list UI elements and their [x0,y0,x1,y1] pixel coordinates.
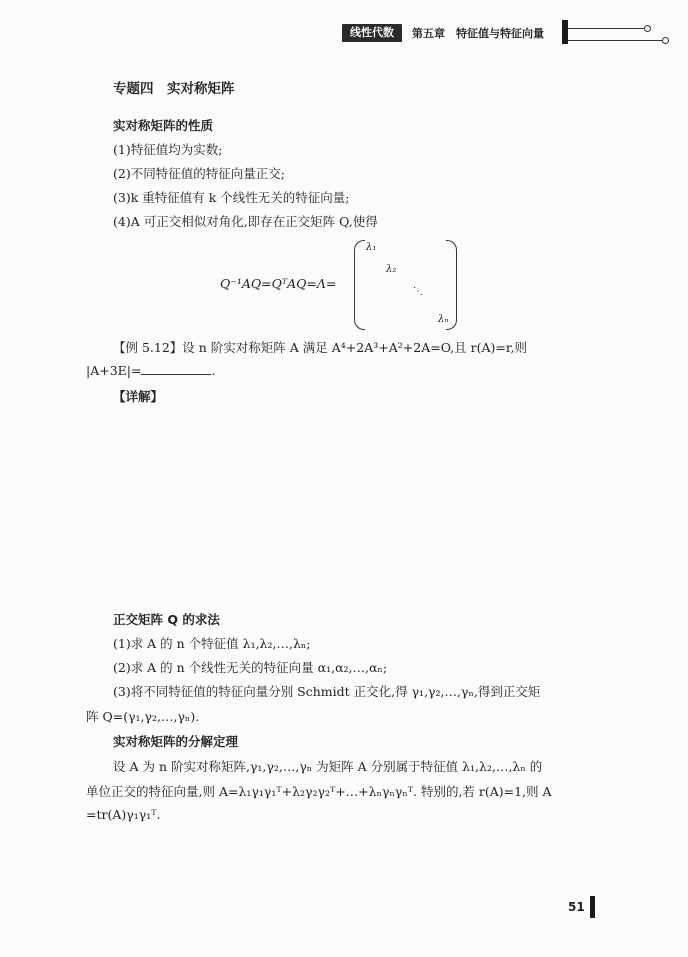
running-header [342,24,544,42]
properties-heading: 实对称矩阵的性质 [113,118,214,133]
property-item: (2)不同特征值的特征向量正交; [113,166,285,181]
property-item: (1)特征值均为实数; [113,142,223,157]
matrix-entry: λ₂ [386,264,397,275]
diagonal-matrix-equation [220,240,470,330]
property-item: (4)A 可正交相似对角化,即存在正交矩阵 Q,使得 [113,214,378,229]
chapter-title: 第五章 特征值与特征向量 [412,27,544,40]
header-decoration-line [568,28,644,29]
matrix-entry: λ₁ [366,242,377,253]
book-title-tag: 线性代数 [342,24,402,42]
orthogonal-step: (1)求 A 的 n 个特征值 λ₁,λ₂,…,λₙ; [113,636,311,651]
decomposition-text: 设 A 为 n 阶实对称矩阵,γ₁,γ₂,…,γₙ 为矩阵 A 分别属于特征值 λ₁,λ₂,…,λₙ 的 [113,759,543,774]
header-decoration-circle [662,37,669,44]
orthogonal-heading: 正交矩阵 Q 的求法 [113,612,220,627]
decomposition-text: =tr(A)γ₁γ₁ᵀ. [86,807,161,822]
matrix-lhs: Q⁻¹AQ=QᵀAQ=Λ= [220,276,337,291]
orthogonal-step: (2)求 A 的 n 个线性无关的特征向量 α₁,α₂,…,αₙ; [113,660,388,675]
section-title: 专题四 实对称矩阵 [113,81,235,97]
matrix-entry: ⋱ [413,286,423,297]
orthogonal-step: 阵 Q=(γ₁,γ₂,…,γₙ). [86,709,200,724]
example-answer-line [86,362,215,378]
example-statement: 【例 5.12】设 n 阶实对称矩阵 A 满足 A⁴+2A³+A²+2A=O,且 r(A)=r,则 [113,340,527,355]
matrix-left-paren [354,240,365,330]
page-number: 51 [568,900,585,914]
header-decoration-line [568,40,662,41]
header-decoration-circle [644,25,651,32]
page-number-bar [590,896,595,918]
orthogonal-step: (3)将不同特征值的特征向量分别 Schmidt 正交化,得 γ₁,γ₂,…,γₙ,得到正交矩 [113,684,541,699]
example-expression: |A+3E|= [86,363,142,378]
answer-blank [141,362,211,375]
decomposition-heading: 实对称矩阵的分解定理 [113,734,239,749]
property-item: (3)k 重特征值有 k 个线性无关的特征向量; [113,190,350,205]
example-period: . [211,363,216,378]
matrix-entry: λₙ [438,314,449,325]
decomposition-text: 单位正交的特征向量,则 A=λ₁γ₁γ₁ᵀ+λ₂γ₂γ₂ᵀ+…+λₙγₙγₙᵀ. 特别的,若 r(A)=1,则 A [86,784,552,799]
solution-label: 【详解】 [113,389,164,404]
